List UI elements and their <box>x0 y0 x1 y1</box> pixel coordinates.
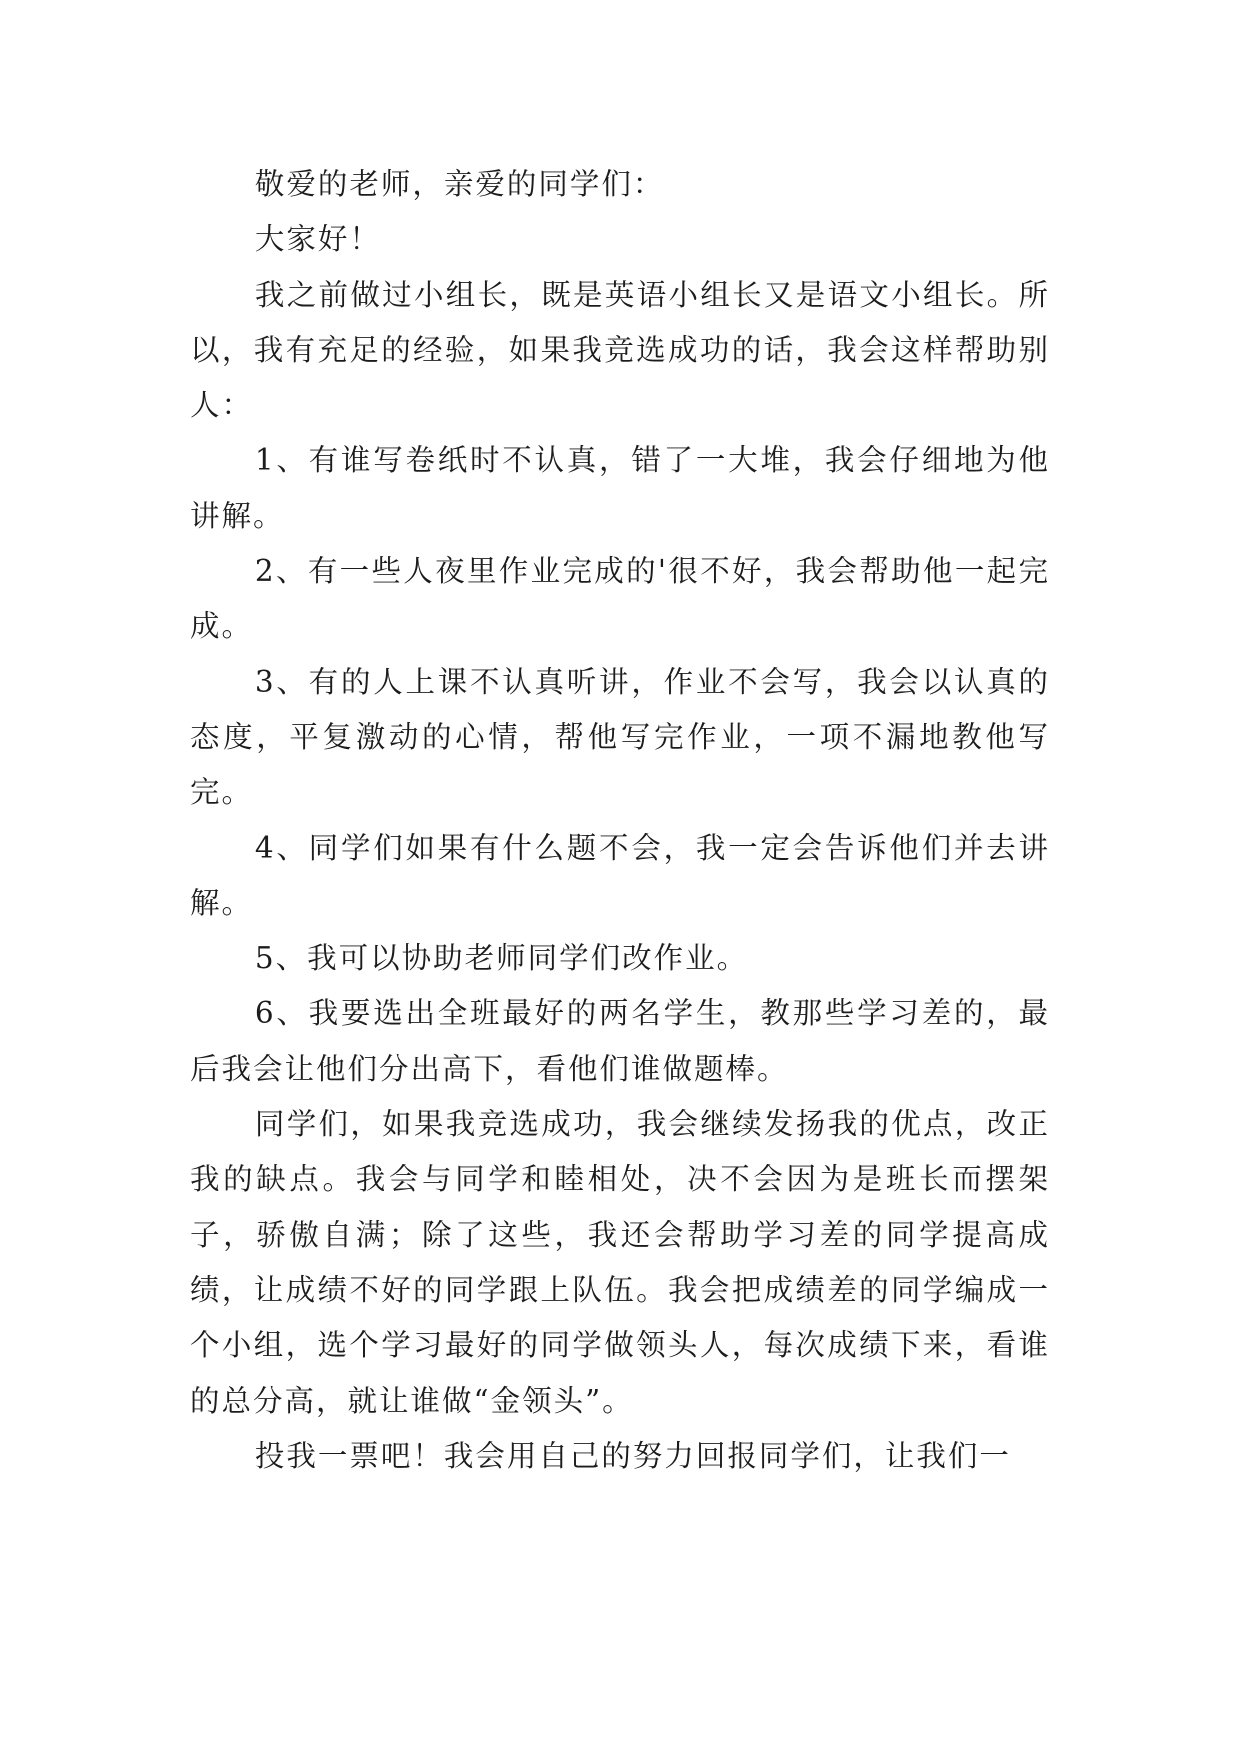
list-item-1: 1、有谁写卷纸时不认真，错了一大堆，我会仔细地为他讲解。 <box>190 443 1050 533</box>
list-item-5: 5、我可以协助老师同学们改作业。 <box>254 941 749 976</box>
intro-paragraph: 我之前做过小组长，既是英语小组长又是语文小组长。所以，我有充足的经验，如果我竞选成功的话，我会这样帮助别人： <box>190 277 1050 423</box>
list-item-2: 2、有一些人夜里作业完成的'很不好，我会帮助他一起完成。 <box>190 554 1050 644</box>
speech-text <box>190 157 1050 1484</box>
list-item-6: 6、我要选出全班最好的两名学生，教那些学习差的，最后我会让他们分出高下，看他们谁做题棒。 <box>190 996 1050 1086</box>
body-paragraph: 同学们，如果我竞选成功，我会继续发扬我的优点，改正我的缺点。我会与同学和睦相处，决不会因为是班长而摆架子，骄傲自满；除了这些，我还会帮助学习差的同学提高成绩，让成绩不好的同学跟上队伍。我会把成绩差的同学编成一个小组，选个学习最好的同学做领头人，每次成绩下来，看谁的总分高，就让谁做“金领头”。 <box>190 1107 1050 1418</box>
salutation: 敬爱的老师，亲爱的同学们： <box>254 167 665 201</box>
list-item-4: 4、同学们如果有什么题不会，我一定会告诉他们并去讲解。 <box>190 830 1050 920</box>
greeting: 大家好！ <box>254 222 381 257</box>
list-item-3: 3、有的人上课不认真听讲，作业不会写，我会以认真的态度，平复激动的心情，帮他写完作业，一项不漏地教他写完。 <box>190 664 1050 810</box>
closing-paragraph: 投我一票吧！我会用自己的努力回报同学们，让我们一 <box>254 1438 1011 1473</box>
